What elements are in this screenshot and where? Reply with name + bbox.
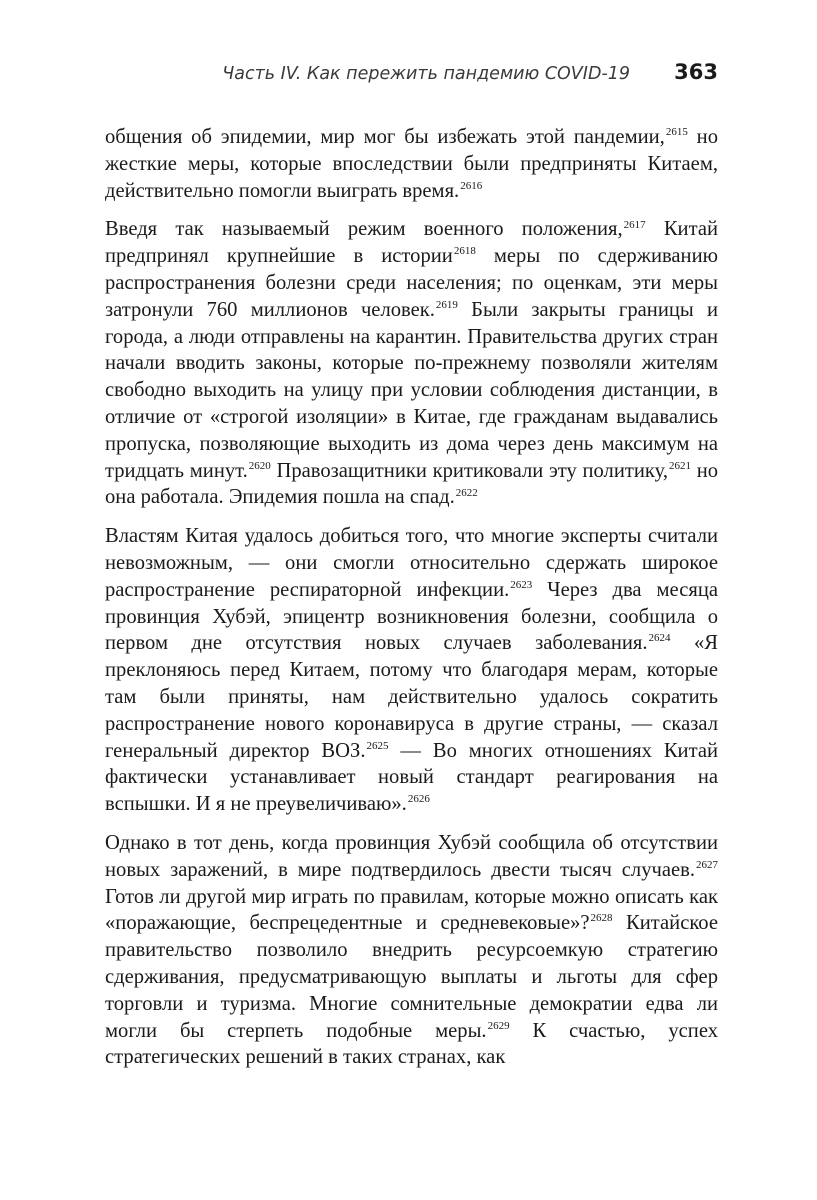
footnote-ref: 2617 xyxy=(623,218,646,231)
paragraph xyxy=(105,830,718,1071)
footnote-ref: 2621 xyxy=(668,459,691,472)
text-run: Однако в тот день, когда провинция Хубэй сообщила об отсутствии новых заражений, в мире подтвердилось двести тысяч случаев. xyxy=(105,831,718,881)
text-run: но жесткие меры, которые впоследствии были предприняты Китаем, действительно помогли выиграть время. xyxy=(105,126,718,202)
text-run: Правозащитники критиковали эту политику, xyxy=(270,459,668,482)
body-text xyxy=(105,124,718,1083)
running-title: Часть IV. Как пережить пандемию COVID-19 xyxy=(222,64,630,84)
text-run: Китай предпринял крупнейшие в истории xyxy=(105,218,718,268)
paragraph xyxy=(105,523,718,818)
footnote-ref: 2625 xyxy=(366,739,389,752)
text-run: Китайское правительство позволило внедрить ресурсоемкую стратегию сдерживания, предусматривающую выплаты и льготы для сфер торговли и туризма. Многие сомнительные демократии едва ли могли бы стерпеть подобные меры. xyxy=(105,912,718,1042)
footnote-ref: 2627 xyxy=(696,858,718,871)
text-run: Через два месяца провинция Хубэй, эпицентр возникновения болезни, сообщила о первом дне отсутствия новых случаев заболевания. xyxy=(105,578,718,655)
text-run: Властям Китая удалось добиться того, что многие эксперты считали невозможным, — они смогли относительно сдержать широкое распространение респираторной инфекции. xyxy=(105,525,718,601)
footnote-ref: 2619 xyxy=(435,298,458,311)
text-run: К счастью, успех стратегических решений в таких странах, как xyxy=(105,1019,718,1069)
footnote-ref: 2623 xyxy=(510,578,533,591)
footnote-ref: 2624 xyxy=(648,632,671,645)
footnote-ref: 2616 xyxy=(460,179,483,192)
footnote-ref: 2628 xyxy=(590,912,613,925)
running-head xyxy=(0,58,817,94)
text-run: — Во многих отношениях Китай фактически устанавливает новый стандарт реагирования на вспышки. И я не преувеличиваю». xyxy=(105,739,718,816)
text-run: Введя так называемый режим военного положения, xyxy=(105,218,623,241)
paragraph xyxy=(105,216,718,511)
footnote-ref: 2615 xyxy=(665,126,688,139)
footnote-ref: 2620 xyxy=(248,459,271,472)
page-number: 363 xyxy=(674,60,718,84)
footnote-ref: 2629 xyxy=(487,1019,510,1032)
text-run: общения об эпидемии, мир мог бы избежать этой пандемии, xyxy=(105,126,665,148)
footnote-ref: 2626 xyxy=(407,793,430,806)
text-run: Были закрыты границы и города, а люди отправлены на карантин. Правительства других стран начали вводить законы, которые по-прежнему позволяли жителям свободно выходить на улицу при условии соблюдения дистанции, в отличие от «строгой изоляции» в Китае, где гражданам выдавались пропуска, позволяющие выходить из дома через день максимум на тридцать минут. xyxy=(105,298,718,482)
text-run: меры по сдерживанию распространения болезни среди населения; по оценкам, эти меры затронули 760 миллионов человек. xyxy=(105,245,718,321)
text-run: Готов ли другой мир играть по правилам, которые можно описать как «поражающие, беспрецедентные и средневековые»? xyxy=(105,885,718,935)
text-run: «Я преклоняюсь перед Китаем, потому что благодаря мерам, которые там были приняты, нам действительно удалось сократить распространение нового коронавируса в другие страны, — сказал генеральный директор ВОЗ. xyxy=(105,632,718,762)
footnote-ref: 2618 xyxy=(453,245,476,258)
text-run: но она работала. Эпидемия пошла на спад. xyxy=(105,459,719,509)
footnote-ref: 2622 xyxy=(455,486,478,499)
paragraph xyxy=(105,124,718,204)
